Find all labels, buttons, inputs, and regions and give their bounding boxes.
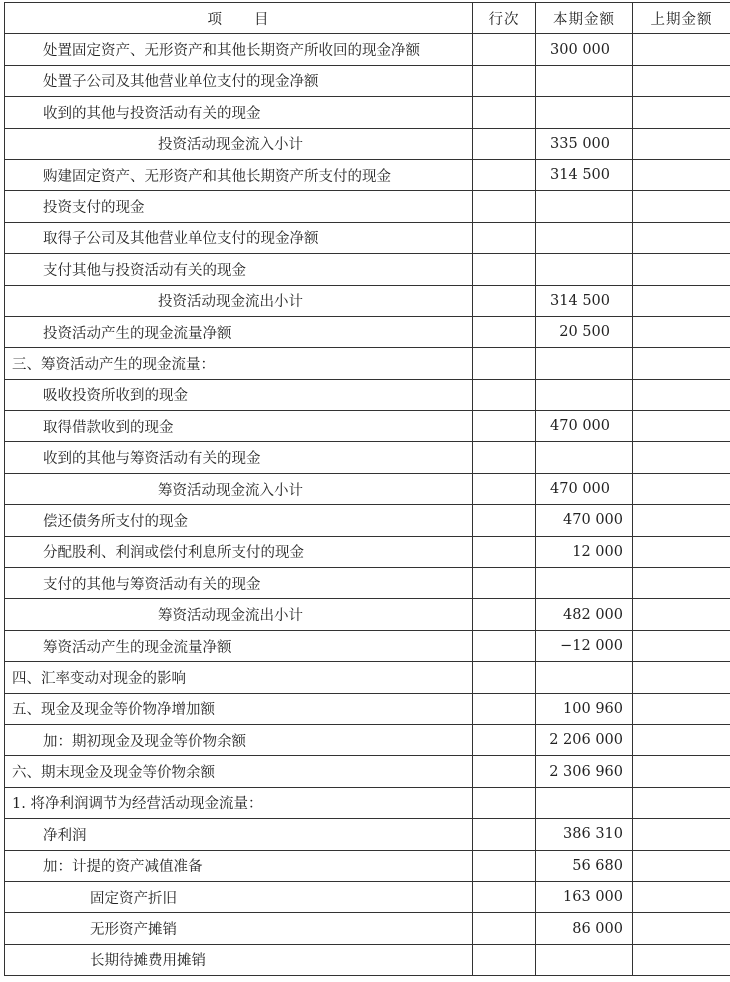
row-current-amount [536,442,633,473]
row-previous-amount [633,693,730,724]
row-current-amount: 12 000 [536,536,633,567]
row-current-amount: 314 500 [536,159,633,190]
row-previous-amount [633,630,730,661]
row-current-amount: 86 000 [536,913,633,944]
row-previous-amount [633,944,730,975]
row-line [473,159,536,190]
row-previous-amount [633,379,730,410]
row-previous-amount [633,536,730,567]
row-previous-amount [633,756,730,787]
row-previous-amount [633,724,730,755]
row-previous-amount [633,787,730,818]
row-line [473,411,536,442]
row-line [473,97,536,128]
row-line [473,850,536,881]
table-row [5,662,730,693]
row-item: 吸收投资所收到的现金 [5,379,473,410]
header-current-period: 本期金额 [536,3,633,34]
row-item: 支付其他与投资活动有关的现金 [5,254,473,285]
row-current-amount [536,944,633,975]
row-item: 偿还债务所支付的现金 [5,505,473,536]
row-current-amount: 470 000 [536,473,633,504]
row-item: 收到的其他与筹资活动有关的现金 [5,442,473,473]
table-row [5,348,730,379]
row-line [473,787,536,818]
row-item: 筹资活动现金流出小计 [5,599,473,630]
table-row [5,128,730,159]
table-row [5,191,730,222]
table-row [5,254,730,285]
header-item: 项 目 [5,3,473,34]
row-item: 投资活动现金流出小计 [5,285,473,316]
table-row [5,913,730,944]
row-previous-amount [633,662,730,693]
table-row [5,881,730,912]
row-item: 五、现金及现金等价物净增加额 [5,693,473,724]
row-previous-amount [633,254,730,285]
row-previous-amount [633,505,730,536]
row-current-amount: 482 000 [536,599,633,630]
row-current-amount: 470 000 [536,411,633,442]
row-line [473,881,536,912]
row-current-amount: 2 206 000 [536,724,633,755]
table-row [5,285,730,316]
row-item: 加：计提的资产减值准备 [5,850,473,881]
table-row [5,819,730,850]
row-line [473,944,536,975]
row-item: 投资支付的现金 [5,191,473,222]
row-line [473,191,536,222]
row-line [473,65,536,96]
row-item: 投资活动产生的现金流量净额 [5,316,473,347]
table-row [5,411,730,442]
row-previous-amount [633,97,730,128]
row-item: 取得子公司及其他营业单位支付的现金净额 [5,222,473,253]
table-row [5,505,730,536]
row-previous-amount [633,881,730,912]
row-current-amount [536,222,633,253]
row-previous-amount [633,442,730,473]
row-item: 1. 将净利润调节为经营活动现金流量： [5,787,473,818]
row-line [473,505,536,536]
table-header-row [5,3,730,34]
row-line [473,536,536,567]
row-current-amount: 300 000 [536,34,633,65]
row-line [473,693,536,724]
row-item: 处置子公司及其他营业单位支付的现金净额 [5,65,473,96]
row-current-amount [536,348,633,379]
row-item: 固定资产折旧 [5,881,473,912]
row-current-amount: 314 500 [536,285,633,316]
row-previous-amount [633,568,730,599]
header-previous-period: 上期金额 [633,3,730,34]
row-current-amount: 56 680 [536,850,633,881]
row-line [473,724,536,755]
table-row [5,222,730,253]
table-row [5,693,730,724]
table-row [5,756,730,787]
row-previous-amount [633,473,730,504]
row-current-amount [536,787,633,818]
row-current-amount: −12 000 [536,630,633,661]
row-item: 加：期初现金及现金等价物余额 [5,724,473,755]
table-row [5,599,730,630]
table-row [5,97,730,128]
row-previous-amount [633,850,730,881]
row-previous-amount [633,285,730,316]
row-line [473,599,536,630]
row-line [473,568,536,599]
row-item: 投资活动现金流入小计 [5,128,473,159]
row-item: 收到的其他与投资活动有关的现金 [5,97,473,128]
cash-flow-statement-sheet [4,2,730,976]
row-current-amount [536,254,633,285]
table-row [5,536,730,567]
cash-flow-table [4,2,730,976]
row-item: 支付的其他与筹资活动有关的现金 [5,568,473,599]
table-row [5,159,730,190]
row-current-amount: 163 000 [536,881,633,912]
row-item: 筹资活动现金流入小计 [5,473,473,504]
row-line [473,662,536,693]
row-line [473,756,536,787]
row-current-amount: 386 310 [536,819,633,850]
row-item: 六、期末现金及现金等价物余额 [5,756,473,787]
row-line [473,222,536,253]
row-item: 分配股利、利润或偿付利息所支付的现金 [5,536,473,567]
table-row [5,944,730,975]
row-item: 取得借款收到的现金 [5,411,473,442]
row-line [473,913,536,944]
table-row [5,65,730,96]
row-current-amount: 335 000 [536,128,633,159]
row-previous-amount [633,913,730,944]
row-line [473,128,536,159]
row-item: 无形资产摊销 [5,913,473,944]
table-row [5,850,730,881]
table-row [5,34,730,65]
table-row [5,787,730,818]
row-item: 净利润 [5,819,473,850]
row-line [473,630,536,661]
row-previous-amount [633,599,730,630]
row-current-amount [536,568,633,599]
row-item: 四、汇率变动对现金的影响 [5,662,473,693]
row-line [473,348,536,379]
table-row [5,568,730,599]
row-line [473,819,536,850]
table-row [5,316,730,347]
row-previous-amount [633,316,730,347]
header-line-number: 行次 [473,3,536,34]
table-row [5,724,730,755]
row-previous-amount [633,128,730,159]
row-line [473,254,536,285]
row-current-amount: 20 500 [536,316,633,347]
row-item: 长期待摊费用摊销 [5,944,473,975]
row-previous-amount [633,222,730,253]
row-line [473,379,536,410]
row-item: 三、筹资活动产生的现金流量： [5,348,473,379]
table-row [5,630,730,661]
table-row [5,473,730,504]
row-previous-amount [633,34,730,65]
row-line [473,34,536,65]
row-line [473,316,536,347]
row-current-amount [536,662,633,693]
row-current-amount [536,65,633,96]
row-previous-amount [633,191,730,222]
row-current-amount [536,379,633,410]
table-row [5,379,730,410]
row-previous-amount [633,411,730,442]
row-item: 处置固定资产、无形资产和其他长期资产所收回的现金净额 [5,34,473,65]
row-current-amount: 2 306 960 [536,756,633,787]
row-item: 购建固定资产、无形资产和其他长期资产所支付的现金 [5,159,473,190]
row-previous-amount [633,65,730,96]
row-current-amount [536,97,633,128]
row-previous-amount [633,348,730,379]
row-current-amount: 100 960 [536,693,633,724]
row-previous-amount [633,819,730,850]
row-current-amount [536,191,633,222]
row-line [473,285,536,316]
row-line [473,442,536,473]
row-previous-amount [633,159,730,190]
row-current-amount: 470 000 [536,505,633,536]
row-line [473,473,536,504]
table-row [5,442,730,473]
row-item: 筹资活动产生的现金流量净额 [5,630,473,661]
